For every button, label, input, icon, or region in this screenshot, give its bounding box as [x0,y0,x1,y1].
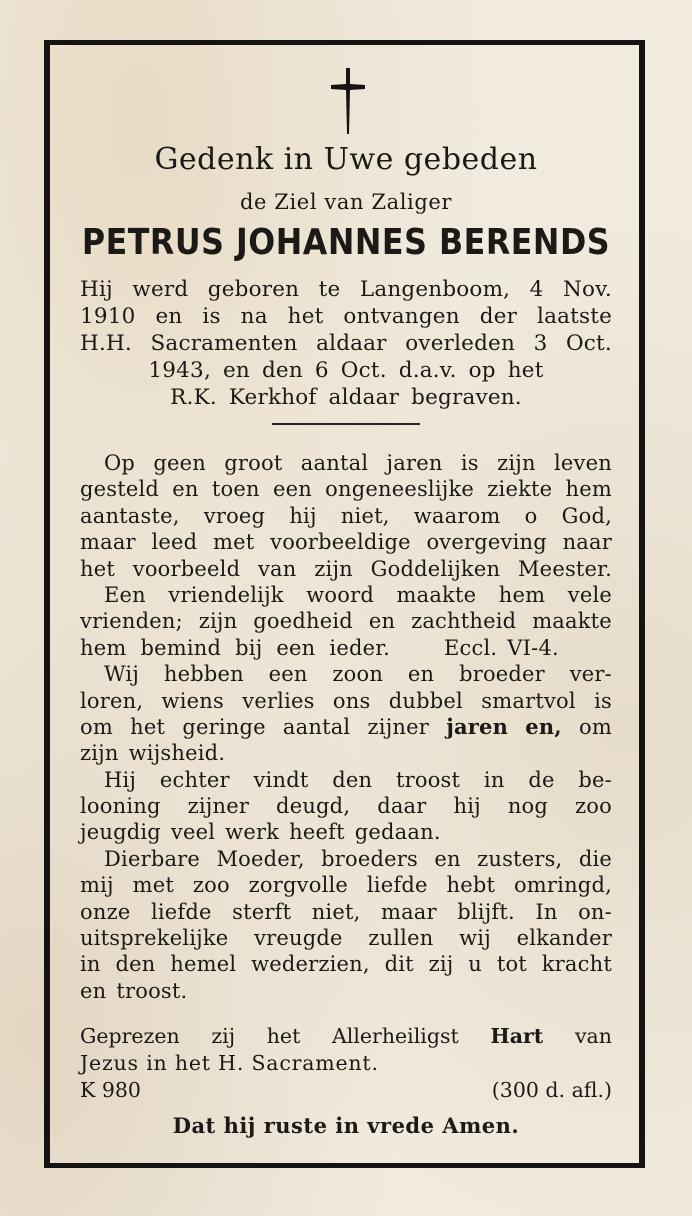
word: hem [565,477,612,502]
word: Geprezen [80,1024,180,1048]
word: een [268,662,308,687]
body-line [80,819,612,845]
heading-ziel: de Ziel van Zaliger [239,190,453,214]
word: zij [428,952,454,977]
word: looning [80,794,161,819]
word: Hart [490,1024,544,1048]
word: overgeving [426,530,547,555]
word: niet, [340,503,390,528]
word: hij [453,794,481,819]
intro-line [80,330,612,357]
word: aldaar [328,385,400,410]
word: mij [80,873,114,898]
word: na [240,304,268,329]
word: Wij [104,662,140,687]
word: Langenboom, [359,277,511,302]
word: maar [80,530,136,555]
footer-row [80,1078,612,1102]
word: zorgvolle [248,873,349,898]
body-line [80,661,612,687]
word: gedaan. [354,820,441,845]
word: hemel [170,952,237,977]
body-line [80,740,612,766]
word: de [528,767,555,792]
word: van [574,1024,612,1048]
closing-prayer: Dat hij ruste in vrede Amen. [172,1113,520,1138]
word: te [318,277,341,302]
body-line [80,899,612,925]
word: wij [459,926,491,951]
word: met [213,530,255,555]
word: troost. [116,978,188,1003]
intro-line [80,384,612,411]
word: VI-4. [507,635,559,660]
word: werk [225,820,280,845]
word: is [460,451,479,475]
word: aantal [282,714,351,739]
body-line [80,978,612,1004]
word: en [155,304,183,329]
word: zijn [80,741,119,766]
intro-paragraph [80,276,612,411]
word: zijn [497,451,536,475]
word: is [594,688,612,713]
word: en, [525,713,562,739]
word: sterft [232,899,292,924]
word: echter [159,767,230,792]
word: 3 [533,331,548,356]
word: ons [332,688,371,713]
word: tot [496,952,527,977]
word: ontvangen [343,304,460,329]
word: uitsprekelijke [80,926,229,951]
word: Nov. [562,277,612,302]
word: dit [384,952,414,977]
word: gesteld [80,477,160,502]
word: hem [80,635,127,660]
word: elkander [516,926,612,951]
word: In [535,899,558,924]
word: vroeg [203,503,266,528]
word: hebben [163,662,244,687]
word: vindt [253,767,309,792]
word: om [80,714,113,739]
word: zachtheid [411,609,517,634]
word: Een [104,582,146,607]
word: naar [562,530,612,555]
word: der [479,304,518,329]
word: R.K. [170,385,217,410]
word: aldaar [316,331,387,356]
word: blijft. [457,899,515,924]
word: jaren [446,713,509,739]
word: met [132,873,174,898]
body-line [80,846,612,872]
word: om [578,714,612,739]
body-line [80,476,612,502]
word: o [524,503,538,528]
word: zusters, [477,846,563,871]
word: is [202,304,221,329]
body-line [80,714,612,740]
word: broeders [321,846,418,871]
word: aantal [300,451,369,475]
word: bij [235,635,263,660]
word: Moeder, [216,846,305,871]
word: vreugde [254,926,343,951]
word: werd [132,277,189,302]
word: den [115,952,156,977]
word: u [468,952,483,977]
word: en [172,477,199,502]
indulgence-note: (300 d. afl.) [491,1078,612,1102]
word: aantaste, [80,503,180,528]
word: veel [170,820,216,845]
word: onze [80,899,131,924]
word: zoo [192,873,230,898]
word: hij [289,503,317,528]
body-line [80,872,612,898]
word: zoon [332,662,384,687]
word: leven [554,451,612,475]
word: leed [151,530,198,555]
word: geen [153,451,206,475]
word: zijn [314,556,353,581]
word: Allerheiligst [331,1024,459,1048]
word: woord [306,582,374,607]
word: ziekte [487,477,553,502]
body-line [80,793,612,819]
word: deugd, [276,794,351,819]
word: en [368,609,396,634]
word: zullen [368,926,434,951]
word: Oct. [340,358,387,383]
word: Eccl. [444,635,498,660]
word: niet, [311,899,361,924]
word: heeft [289,820,345,845]
prayer-line-2: Jezus in het H. Sacrament. [80,1051,379,1075]
body-line [80,608,612,634]
intro-line [80,276,612,303]
word: bemind [140,635,222,660]
deceased-name: PETRUS JOHANNES BERENDS [81,222,611,263]
word: laatste [537,304,612,329]
word: den [261,358,303,383]
word: broeder [459,662,545,687]
word: ongeneeslijke [325,477,475,502]
word: Op [104,451,136,475]
word: vele [567,582,612,607]
word: dubbel [388,688,463,713]
word: ver- [569,662,612,687]
word: Goddelijken [370,556,501,581]
intro-line [80,303,612,330]
word: kracht [541,952,612,977]
card-code: K 980 [80,1078,141,1102]
word: geboren [207,277,300,302]
word: en [80,978,107,1003]
word: maakte [396,582,477,607]
word: verlies [242,688,315,713]
word: groot [224,451,283,475]
word: hem [498,582,546,607]
word: het [80,556,115,581]
word: Dierbare [104,846,201,871]
word: zijner [187,794,250,819]
word: die [578,846,612,871]
word: goedheid [253,609,353,634]
word: smartvol [481,688,576,713]
body-line [80,688,612,714]
word: in [483,767,505,792]
word: voorbeeld [132,556,241,581]
word: on- [578,899,612,924]
word: maar [380,899,437,924]
word: God, [561,503,612,528]
word: liefde [366,873,428,898]
word: een [276,635,316,660]
word: het [507,358,544,383]
word: het [130,714,166,739]
word: begraven. [411,385,522,410]
word: d.a.v. [398,358,457,383]
cross-icon [329,66,367,136]
body-line [80,582,612,608]
word: overleden [405,331,516,356]
word: zijner [367,714,430,739]
body-line [80,450,612,476]
word: H.H. [80,331,132,356]
word: Meester. [517,556,612,581]
word: nog [507,794,549,819]
word: geringe [182,714,266,739]
word: 1910 [80,304,136,329]
word: troost [395,767,461,792]
word: op [468,358,496,383]
body-line [80,529,612,555]
word: zij [211,1024,236,1048]
body-paragraph [80,450,612,1004]
word: 1943, [148,358,211,383]
word: en [222,358,250,383]
word: wijsheid. [128,741,226,766]
word: hebt [446,873,496,898]
word: 6 [314,358,329,383]
word: zoo [575,794,612,819]
word: Hij [80,277,113,302]
word: den [332,767,373,792]
divider-line [272,423,420,425]
word: Kerkhof [228,385,317,410]
word: jeugdig [80,820,161,845]
word: Hij [104,767,137,792]
word: een [272,477,312,502]
word: 4 [529,277,544,302]
body-line [80,635,612,661]
word: vrienden; [80,609,183,634]
word: waarom [413,503,501,528]
word: maakte [532,609,612,634]
body-line [80,767,612,793]
word: daar [377,794,427,819]
word: loren, [80,688,144,713]
word: in [80,952,101,977]
word: voorbeeldige [270,530,411,555]
word: en [434,846,461,871]
word: omringd, [513,873,612,898]
word: zijn [198,609,238,634]
word: liefde [150,899,212,924]
body-line [80,925,612,951]
word: ieder. [329,635,391,660]
word: het [266,1024,301,1048]
prayer-line-1 [80,1024,612,1048]
heading-gedenk: Gedenk in Uwe gebeden [154,142,538,177]
word: het [287,304,324,329]
word: jaren [386,451,443,475]
body-line [80,951,612,977]
word: toen [211,477,260,502]
intro-line [80,357,612,384]
word: vriendelijk [168,582,284,607]
body-line [80,556,612,582]
body-line [80,503,612,529]
word: be- [578,767,612,792]
word: wederzien, [251,952,370,977]
word: wiens [161,688,224,713]
word: en [407,662,435,687]
word: van [257,556,297,581]
word: Oct. [565,331,612,356]
word: Sacramenten [150,331,298,356]
